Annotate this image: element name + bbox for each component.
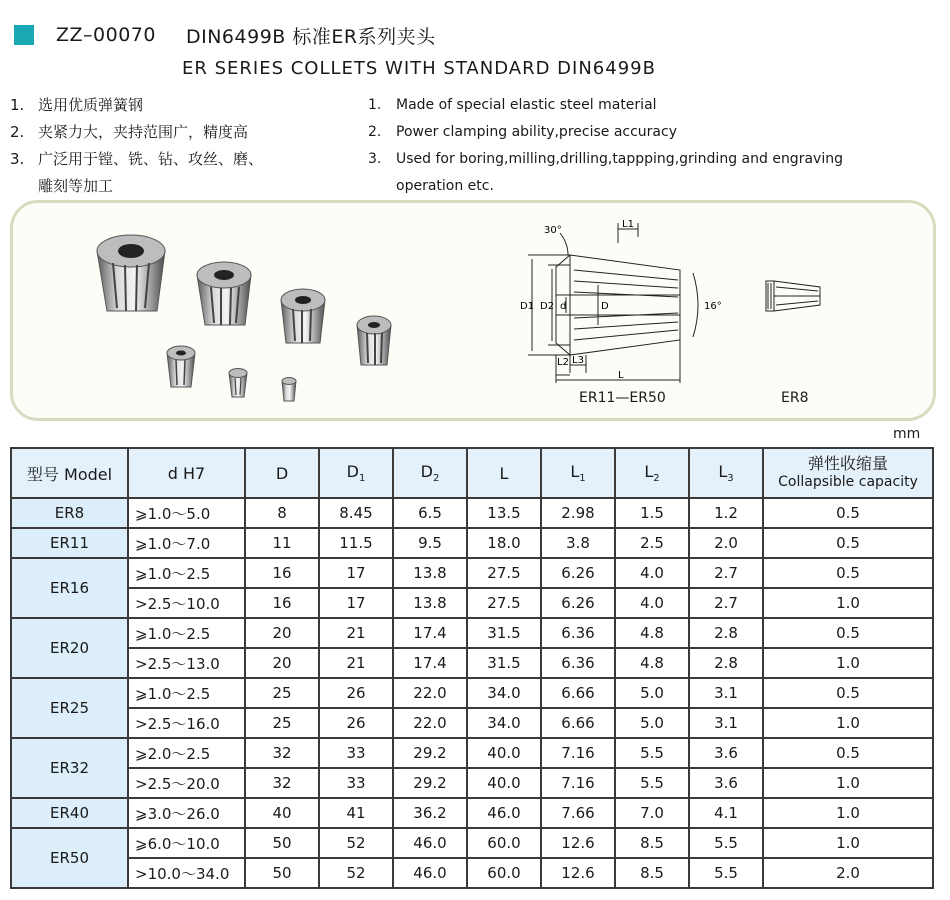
cell-d: ⩾1.0～2.5 bbox=[128, 618, 245, 648]
model-cell: ER11 bbox=[11, 528, 128, 558]
cell-l3: 2.8 bbox=[689, 648, 763, 678]
title-row bbox=[14, 22, 436, 48]
cell-l1: 2.98 bbox=[541, 498, 615, 528]
cell-d1: 26 bbox=[319, 678, 393, 708]
cell-l1: 6.36 bbox=[541, 618, 615, 648]
cell-l1: 12.6 bbox=[541, 858, 615, 888]
cell-d1: 8.45 bbox=[319, 498, 393, 528]
feature-en-1: 1. Made of special elastic steel material bbox=[368, 97, 657, 113]
header-dh7: d H7 bbox=[128, 448, 245, 498]
cell-l1: 12.6 bbox=[541, 828, 615, 858]
cell-cap: 1.0 bbox=[763, 768, 933, 798]
cell-l: 46.0 bbox=[467, 798, 541, 828]
cell-d1: 11.5 bbox=[319, 528, 393, 558]
cell-d2: 29.2 bbox=[393, 768, 467, 798]
cell-d: >10.0～34.0 bbox=[128, 858, 245, 888]
features-cn bbox=[10, 92, 263, 200]
collet-photo-4 bbox=[357, 316, 391, 365]
cell-d: 20 bbox=[245, 648, 319, 678]
product-code: ZZ–00070 bbox=[56, 24, 156, 46]
cell-d: 32 bbox=[245, 768, 319, 798]
cell-d: 32 bbox=[245, 738, 319, 768]
cell-d2: 13.8 bbox=[393, 558, 467, 588]
header-L: L bbox=[467, 448, 541, 498]
collet-photo-5 bbox=[167, 346, 195, 387]
cell-l2: 4.0 bbox=[615, 588, 689, 618]
cell-l3: 4.1 bbox=[689, 798, 763, 828]
collet-photo-6 bbox=[229, 369, 247, 398]
er8-drawing bbox=[758, 273, 833, 318]
cell-l3: 3.6 bbox=[689, 768, 763, 798]
cell-l1: 6.66 bbox=[541, 678, 615, 708]
model-cell: ER50 bbox=[11, 828, 128, 888]
model-cell: ER16 bbox=[11, 558, 128, 618]
cell-l2: 4.0 bbox=[615, 558, 689, 588]
cell-d: 16 bbox=[245, 558, 319, 588]
cell-d: 50 bbox=[245, 828, 319, 858]
cell-d: 16 bbox=[245, 588, 319, 618]
cell-d1: 21 bbox=[319, 618, 393, 648]
drawing-caption: ER11—ER50 bbox=[579, 390, 666, 406]
cell-d2: 36.2 bbox=[393, 798, 467, 828]
table-row bbox=[11, 528, 933, 558]
l1-label: L1 bbox=[622, 219, 634, 230]
header-capacity: 弹性收缩量 Collapsible capacity bbox=[763, 448, 933, 498]
cell-l: 31.5 bbox=[467, 648, 541, 678]
cell-d1: 52 bbox=[319, 828, 393, 858]
cell-d2: 29.2 bbox=[393, 738, 467, 768]
header-D: D bbox=[245, 448, 319, 498]
feature-en-3-cont: operation etc. bbox=[396, 178, 494, 194]
cell-d2: 9.5 bbox=[393, 528, 467, 558]
cell-l2: 4.8 bbox=[615, 648, 689, 678]
cell-d1: 33 bbox=[319, 738, 393, 768]
unit-label: mm bbox=[893, 426, 921, 442]
d-label: d bbox=[560, 301, 567, 312]
cell-l3: 5.5 bbox=[689, 858, 763, 888]
cell-cap: 0.5 bbox=[763, 678, 933, 708]
cell-l3: 5.5 bbox=[689, 828, 763, 858]
cell-l2: 5.0 bbox=[615, 708, 689, 738]
cell-l: 34.0 bbox=[467, 708, 541, 738]
table-row bbox=[11, 498, 933, 528]
cell-d1: 52 bbox=[319, 858, 393, 888]
cell-l2: 5.5 bbox=[615, 768, 689, 798]
cell-l1: 6.36 bbox=[541, 648, 615, 678]
cell-d1: 17 bbox=[319, 588, 393, 618]
cell-d: 20 bbox=[245, 618, 319, 648]
cell-l3: 2.7 bbox=[689, 558, 763, 588]
angle-30-label: 30° bbox=[544, 225, 562, 236]
cell-cap: 1.0 bbox=[763, 708, 933, 738]
cell-cap: 0.5 bbox=[763, 498, 933, 528]
cell-d: ⩾1.0～7.0 bbox=[128, 528, 245, 558]
cell-l: 31.5 bbox=[467, 618, 541, 648]
cell-l: 34.0 bbox=[467, 678, 541, 708]
l3-label: L3 bbox=[572, 355, 584, 366]
cell-d2: 17.4 bbox=[393, 648, 467, 678]
header-L1: $L_1$ bbox=[541, 448, 615, 498]
cell-d: ⩾3.0～26.0 bbox=[128, 798, 245, 828]
er8-caption: ER8 bbox=[781, 390, 809, 406]
features-en bbox=[368, 92, 928, 200]
cell-d2: 13.8 bbox=[393, 588, 467, 618]
cell-l2: 5.0 bbox=[615, 678, 689, 708]
cell-l1: 7.66 bbox=[541, 798, 615, 828]
feature-en-2: 2. Power clamping ability,precise accuracy bbox=[368, 124, 677, 140]
cell-l1: 6.66 bbox=[541, 708, 615, 738]
cell-d2: 17.4 bbox=[393, 618, 467, 648]
feature-cn-3: 3. 广泛用于镗、铣、钻、攻丝、磨、 bbox=[10, 150, 264, 168]
collet-photo-small bbox=[282, 378, 296, 402]
cell-l2: 1.5 bbox=[615, 498, 689, 528]
table-row bbox=[11, 558, 933, 588]
spec-table bbox=[10, 447, 934, 889]
feature-cn-1: 1. 选用优质弹簧钢 bbox=[10, 96, 144, 114]
table-row bbox=[11, 768, 933, 798]
cell-d1: 41 bbox=[319, 798, 393, 828]
l-label: L bbox=[618, 370, 624, 381]
collet-photo-2 bbox=[197, 262, 251, 325]
cell-d2: 46.0 bbox=[393, 828, 467, 858]
cell-l1: 7.16 bbox=[541, 768, 615, 798]
collet-photos bbox=[13, 203, 433, 418]
header-L3: $L_3$ bbox=[689, 448, 763, 498]
cell-l3: 1.2 bbox=[689, 498, 763, 528]
cell-cap: 0.5 bbox=[763, 558, 933, 588]
cell-l3: 2.0 bbox=[689, 528, 763, 558]
cell-d: >2.5～10.0 bbox=[128, 588, 245, 618]
table-row bbox=[11, 678, 933, 708]
cell-d: ⩾6.0～10.0 bbox=[128, 828, 245, 858]
cell-d1: 33 bbox=[319, 768, 393, 798]
cell-d: ⩾2.0～2.5 bbox=[128, 738, 245, 768]
cell-d2: 46.0 bbox=[393, 858, 467, 888]
feature-cn-2: 2. 夹紧力大，夹持范围广，精度高 bbox=[10, 123, 249, 141]
model-cell: ER8 bbox=[11, 498, 128, 528]
table-row bbox=[11, 798, 933, 828]
cell-l2: 7.0 bbox=[615, 798, 689, 828]
spec-table-body bbox=[11, 498, 933, 888]
cell-d1: 26 bbox=[319, 708, 393, 738]
d1-label: D1 bbox=[520, 301, 535, 312]
cell-l3: 3.1 bbox=[689, 708, 763, 738]
cell-cap: 1.0 bbox=[763, 798, 933, 828]
header-D2: $D_2$ bbox=[393, 448, 467, 498]
cell-d1: 21 bbox=[319, 648, 393, 678]
cell-l2: 5.5 bbox=[615, 738, 689, 768]
table-row bbox=[11, 828, 933, 858]
cell-d: >2.5～13.0 bbox=[128, 648, 245, 678]
cell-d: 25 bbox=[245, 678, 319, 708]
cell-d: 40 bbox=[245, 798, 319, 828]
cell-l2: 4.8 bbox=[615, 618, 689, 648]
cell-l: 40.0 bbox=[467, 768, 541, 798]
cell-l3: 2.7 bbox=[689, 588, 763, 618]
header-D1: $D_1$ bbox=[319, 448, 393, 498]
table-row bbox=[11, 588, 933, 618]
cell-d2: 22.0 bbox=[393, 708, 467, 738]
cell-l1: 6.26 bbox=[541, 588, 615, 618]
cell-d: >2.5～16.0 bbox=[128, 708, 245, 738]
cell-l: 27.5 bbox=[467, 558, 541, 588]
d2-label: D2 bbox=[540, 301, 555, 312]
cell-l3: 3.6 bbox=[689, 738, 763, 768]
angle-16-label: 16° bbox=[704, 301, 722, 312]
model-cell: ER20 bbox=[11, 618, 128, 678]
model-cell: ER40 bbox=[11, 798, 128, 828]
cell-l2: 8.5 bbox=[615, 828, 689, 858]
cell-l1: 3.8 bbox=[541, 528, 615, 558]
header-model: 型号 Model bbox=[11, 448, 128, 498]
collet-photo-large bbox=[97, 235, 165, 311]
page-subtitle: ER SERIES COLLETS WITH STANDARD DIN6499B bbox=[182, 58, 656, 79]
big-d-label: D bbox=[601, 301, 609, 312]
cell-l2: 2.5 bbox=[615, 528, 689, 558]
table-header-row bbox=[11, 448, 933, 498]
cell-d: ⩾1.0～5.0 bbox=[128, 498, 245, 528]
cell-d: 8 bbox=[245, 498, 319, 528]
table-row bbox=[11, 618, 933, 648]
model-cell: ER25 bbox=[11, 678, 128, 738]
feature-cn-3-cont: 雕刻等加工 bbox=[38, 177, 114, 195]
l2-label: L2 bbox=[557, 357, 569, 368]
cell-l: 60.0 bbox=[467, 858, 541, 888]
cell-l2: 8.5 bbox=[615, 858, 689, 888]
page-title: DIN6499B 标准ER系列夹头 bbox=[185, 25, 436, 48]
cell-cap: 0.5 bbox=[763, 618, 933, 648]
cell-l1: 6.26 bbox=[541, 558, 615, 588]
cell-l: 60.0 bbox=[467, 828, 541, 858]
cell-d: 25 bbox=[245, 708, 319, 738]
header-L2: $L_2$ bbox=[615, 448, 689, 498]
cell-d: ⩾1.0～2.5 bbox=[128, 558, 245, 588]
cell-cap: 1.0 bbox=[763, 828, 933, 858]
table-row bbox=[11, 708, 933, 738]
cell-d1: 17 bbox=[319, 558, 393, 588]
cell-d: 50 bbox=[245, 858, 319, 888]
cell-l1: 7.16 bbox=[541, 738, 615, 768]
cell-cap: 1.0 bbox=[763, 648, 933, 678]
collet-photo-3 bbox=[281, 289, 325, 343]
cell-d2: 22.0 bbox=[393, 678, 467, 708]
cell-l: 13.5 bbox=[467, 498, 541, 528]
cell-cap: 2.0 bbox=[763, 858, 933, 888]
cell-l: 40.0 bbox=[467, 738, 541, 768]
cell-cap: 1.0 bbox=[763, 588, 933, 618]
cell-l: 27.5 bbox=[467, 588, 541, 618]
cell-l3: 2.8 bbox=[689, 618, 763, 648]
table-row bbox=[11, 738, 933, 768]
model-cell: ER32 bbox=[11, 738, 128, 798]
accent-square-icon bbox=[14, 25, 34, 45]
cell-cap: 0.5 bbox=[763, 528, 933, 558]
feature-en-3: 3. Used for boring,milling,drilling,tappping,grinding and engraving bbox=[368, 151, 843, 167]
cell-d: 11 bbox=[245, 528, 319, 558]
cell-d: ⩾1.0～2.5 bbox=[128, 678, 245, 708]
cell-l3: 3.1 bbox=[689, 678, 763, 708]
cell-l: 18.0 bbox=[467, 528, 541, 558]
er11-er50-drawing bbox=[508, 215, 738, 395]
table-row bbox=[11, 648, 933, 678]
product-figure bbox=[10, 200, 936, 421]
cell-cap: 0.5 bbox=[763, 738, 933, 768]
table-row bbox=[11, 858, 933, 888]
cell-d2: 6.5 bbox=[393, 498, 467, 528]
cell-d: >2.5～20.0 bbox=[128, 768, 245, 798]
